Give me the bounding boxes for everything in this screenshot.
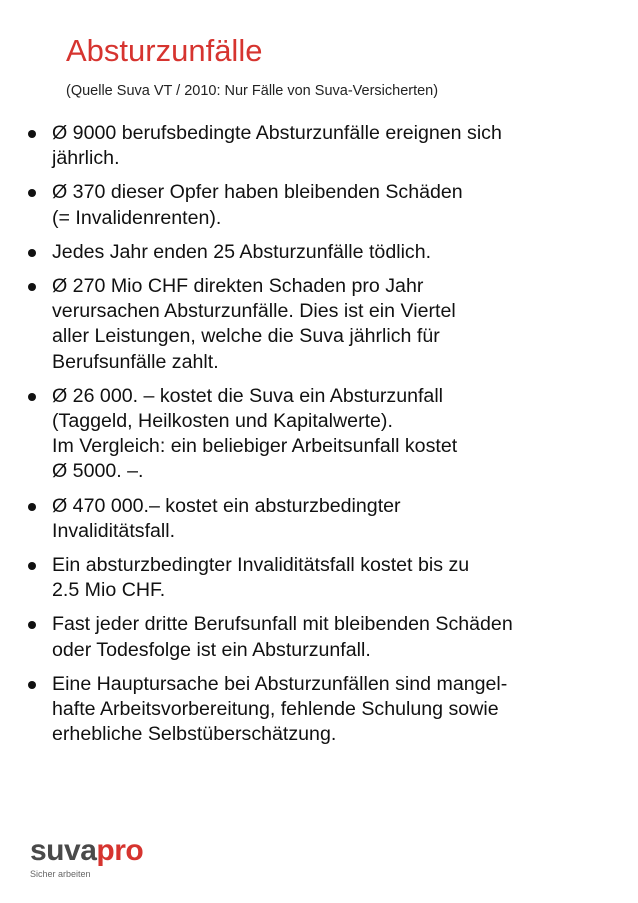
bullet-line: aller Leistungen, welche die Suva jährlich für xyxy=(52,325,440,348)
bullet-line: (Taggeld, Heilkosten und Kapitalwerte). xyxy=(52,410,393,433)
bullet-line: Jedes Jahr enden 25 Absturzunfälle tödlich. xyxy=(52,240,432,263)
bullet-line: Berufsunfälle zahlt. xyxy=(52,350,219,373)
bullet-line: Invaliditätsfall. xyxy=(52,519,176,542)
bullet-line: Im Vergleich: ein beliebiger Arbeitsunfall kostet xyxy=(52,435,458,458)
bullet-line: hafte Arbeitsvorbereitung, fehlende Schulung sowie xyxy=(52,698,499,721)
logo-tagline: Sicher arbeiten xyxy=(30,869,91,879)
bullet-item xyxy=(28,121,628,171)
bullet-line: Ø 9000 berufsbedingte Absturzunfälle ereignen sich xyxy=(52,122,502,144)
bullet-line: Ø 470 000.– kostet ein absturzbedingter xyxy=(52,494,401,517)
bullet-line: Ein absturzbedingter Invaliditätsfall kostet bis zu xyxy=(52,554,470,577)
bullet-item xyxy=(28,240,628,265)
bullet-list xyxy=(28,121,628,756)
suvapro-logo xyxy=(30,836,143,879)
source-note: (Quelle Suva VT / 2010: Nur Fälle von Suva-Versicherten) xyxy=(66,83,439,99)
logo-suva-text: suva xyxy=(30,834,97,867)
bullet-line: verursachen Absturzunfälle. Dies ist ein Viertel xyxy=(52,300,456,323)
bullet-line: Fast jeder dritte Berufsunfall mit bleibenden Schäden xyxy=(52,613,513,636)
bullet-item xyxy=(28,384,628,485)
bullet-line: (= Invalidenrenten). xyxy=(52,206,222,229)
bullet-line: Ø 26 000. – kostet die Suva ein Absturzunfall xyxy=(52,384,444,407)
bullet-item xyxy=(28,494,628,544)
bullet-item xyxy=(28,274,628,375)
logo-wordmark xyxy=(30,834,143,867)
bullet-line: jährlich. xyxy=(52,147,120,170)
bullet-line: erhebliche Selbstüberschätzung. xyxy=(52,723,337,746)
bullet-line: 2.5 Mio CHF. xyxy=(52,579,166,602)
bullet-line: Ø 370 dieser Opfer haben bleibenden Schäden xyxy=(52,181,463,204)
bullet-line: Eine Hauptursache bei Absturzunfällen sind mangel- xyxy=(52,672,508,695)
logo-pro-text: pro xyxy=(96,834,144,867)
bullet-item xyxy=(28,672,628,748)
bullet-line: Ø 270 Mio CHF direkten Schaden pro Jahr xyxy=(52,275,424,298)
bullet-line: oder Todesfolge ist ein Absturzunfall. xyxy=(52,638,371,661)
bullet-line: Ø 5000. –. xyxy=(52,460,144,483)
bullet-item xyxy=(28,180,628,230)
bullet-item xyxy=(28,612,628,662)
page-title: Absturzunfälle xyxy=(66,33,263,68)
bullet-item xyxy=(28,553,628,603)
